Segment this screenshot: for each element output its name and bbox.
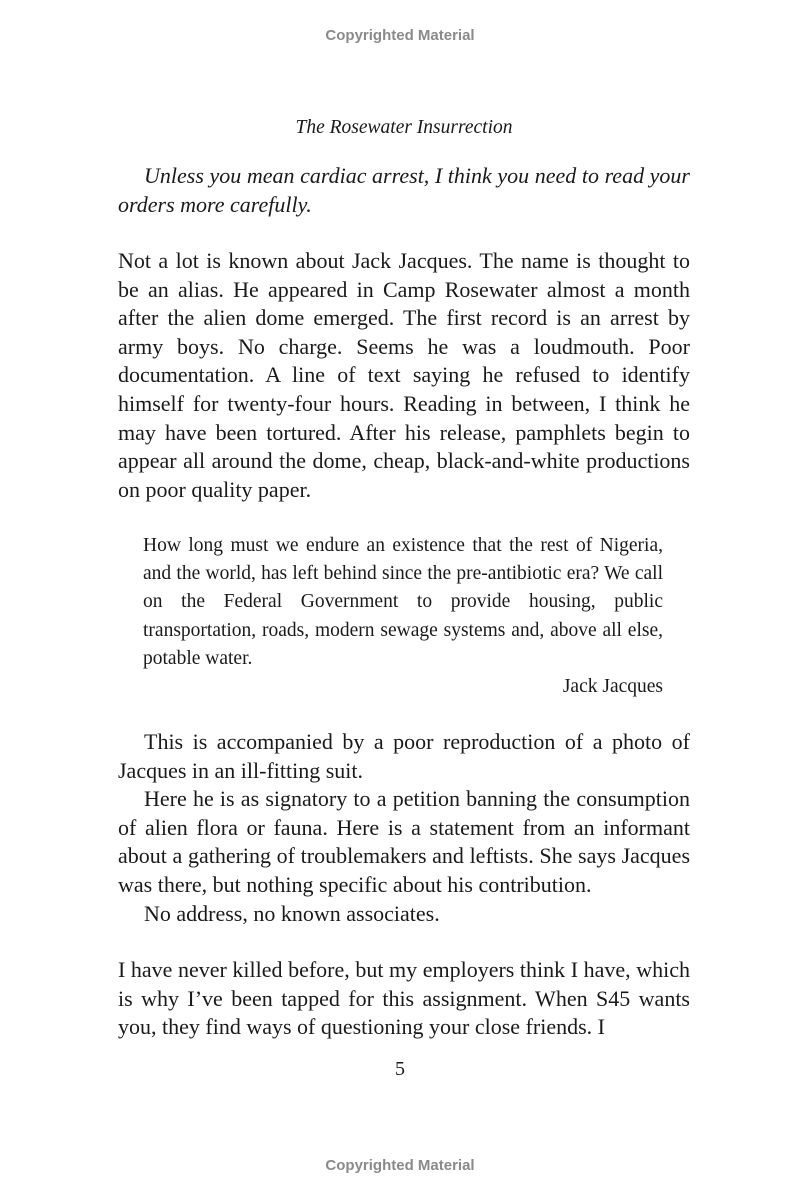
lead-italic-text: Unless you mean cardiac arrest, I think you need to read your orders more carefully. xyxy=(118,163,690,217)
paragraph-1-text: Not a lot is known about Jack Jacques. The name is thought to be an alias. He appeared in Camp Rosewater almost a month after the alien dome emerged. The first record is an arrest by army boys. No charge. Seems he was a loudmouth. Poor documentation. A line of text saying he refused to identify himself for twenty-four hours. Reading in between, I think he may have been tortured. After his release, pamphlets begin to appear all around the dome, cheap, black-and-white productions on poor quality paper. xyxy=(118,248,690,502)
paragraph-2-line-3: No address, no known associates. xyxy=(144,900,440,926)
pamphlet-quote xyxy=(143,532,663,701)
quote-attribution: Jack Jacques xyxy=(562,676,663,698)
page-number: 5 xyxy=(395,1058,405,1080)
running-head: The Rosewater Insurrection xyxy=(295,117,513,138)
paragraph-2-line-2: Here he is as signatory to a petition banning the consumption of alien flora or fauna. Here is a statement from an informant about a gathering of troublemakers and leftists. She says Jacques was there, but nothing specific about his contribution. xyxy=(118,786,690,897)
paragraph-3-text: I have never killed before, but my employers think I have, which is why I’ve been tapped for this assignment. When S45 wants you, they find ways of questioning your close friends. I xyxy=(118,957,690,1040)
body-paragraph-3 xyxy=(118,956,690,1042)
paragraph-2-line-1: This is accompanied by a poor reproduction of a photo of Jacques in an ill-fitting suit. xyxy=(118,729,690,783)
copyright-watermark-top: Copyrighted Material xyxy=(325,27,475,44)
body-paragraph-2 xyxy=(118,728,690,928)
quote-text: How long must we endure an existence that the rest of Nigeria, and the world, has left behind since the pre-antibiotic era? We call on the Federal Government to provide housing, public transportation, roads, modern sewage systems and, above all else, potable water. xyxy=(143,535,663,669)
copyright-watermark-bottom: Copyrighted Material xyxy=(325,1157,475,1174)
lead-italic-paragraph xyxy=(118,162,690,219)
body-paragraph-1 xyxy=(118,247,690,504)
